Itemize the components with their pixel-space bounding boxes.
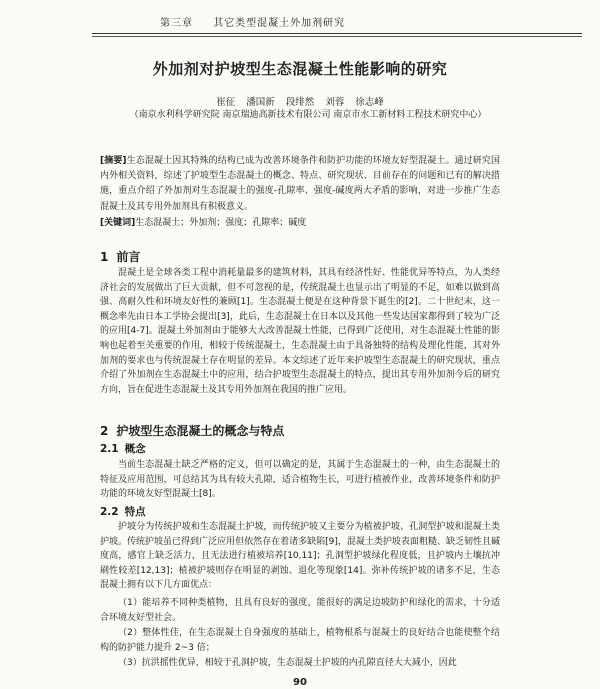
header-rule-thin: [92, 36, 582, 37]
subsection-heading-2-2: [100, 504, 146, 519]
section-number: 1: [100, 250, 109, 264]
keywords: [100, 216, 500, 230]
keywords-label: [关键词]: [100, 218, 136, 228]
paper-title: 外加剂对护坡型生态混凝土性能影响的研究: [152, 60, 448, 78]
section-heading-2: [100, 422, 284, 439]
paragraph-intro: 混凝土是全球各类工程中消耗量最多的建筑材料，其具有经济性好、性能优异等特点，为人类经济社会的发展做出了巨大贡献，但不可忽视的是，传统混凝土也显示出了明显的不足，如难以做到高强、高耐久性和环境友好性的兼顾[1]。生态混凝土便是在这种背景下诞生的[2]。二十世纪末，这一概念率先由日本工学协会提出[3]，此后，生态混凝土在日本以及其他一些发达国家都得到了较为广泛的应用[4-7]。混凝土外加剂由于能够大大改善混凝土性能，已得到广泛使用，对生态混凝土性能的影响也起着至关重要的作用，相较于传统混凝土，生态混凝土由于具备独特的结构及理化性能，其对外加剂的要求也与传统混凝土存在明显的差异。本文综述了近年来护坡型生态混凝土的研究现状，重点介绍了外加剂在生态混凝土中的应用，结合护坡型生态混凝土的特点，提出其专用外加剂今后的研究方向，旨在促进生态混凝土及其专用外加剂在我国的推广应用。: [100, 268, 500, 395]
chapter-title: 其它类型混凝土外加剂研究: [213, 18, 346, 29]
section-number: 2: [100, 424, 109, 438]
section-title: 前言: [116, 250, 141, 264]
subsection-number: 2.2: [100, 506, 119, 518]
chapter-label: 第三章: [160, 18, 193, 29]
list-item: （3）抗洪摇性优异，相较于孔洞护坡，生态混凝土护坡的内孔隙直径大大减小，因此: [118, 658, 457, 668]
subsection-title: 概念: [124, 443, 146, 455]
section-title: 护坡型生态混凝土的概念与特点: [116, 424, 285, 438]
section-heading-1: [100, 248, 140, 265]
list-item: （2）整体性佳，在生态混凝土自身强度的基础上，植物根系与混凝土的良好结合也能使整个结构的防护能力提升 2~3 倍；: [100, 628, 500, 653]
abstract-label: [摘要]: [100, 156, 127, 166]
abstract-text: 生态混凝土因其特殊的结构已成为改善环境条件和防护功能的环境友好型混凝土。通过研究国内外相关资料，综述了护坡型生态混凝土的概念、特点、研究现状、目前存在的问题和已有的解决措施，重点介绍了外加剂对生态混凝土的强度-孔隙率、强度-碱度两大矛盾的影响，对进一步推广生态混凝土及其专用外加剂具有积极意义。: [100, 156, 500, 212]
subsection-title: 特点: [124, 506, 146, 518]
paragraph-concept: 当前生态混凝土缺乏严格的定义，但可以确定的是，其属于生态混凝土的一种，由生态混凝土的特征及应用范围，可总结其为具有较大孔隙，适合植物生长，可进行植被作业，改善环境条件和防护功能的环境友好型混凝土[8]。: [100, 460, 500, 500]
abstract: [100, 154, 500, 215]
paragraph-features: 护坡分为传统护坡和生态混凝土护坡，而传统护坡又主要分为植被护坡、孔洞型护坡和混凝土类护坡。传统护坡虽已得到广泛应用但依然存在着诸多缺陷[9]，混凝土类护坡表面粗糙、缺乏韧性且碱度高，感官上缺乏活力，且无法进行植被培养[10,11]；孔洞型护坡绿化程度低，且护坡内土壤抗冲刷性较差[12,13]；植被护坡则存在明显的剥蚀、退化等现象[14]。弥补传统护坡的诸多不足，生态混凝土拥有以下几方面优点：: [100, 522, 500, 591]
subsection-heading-2-1: [100, 441, 146, 456]
list-item: （1）能培养不同种类植物，且具有良好的强度，能很好的满足边坡防护和绿化的需求，十分适合环境友好型社会。: [100, 598, 500, 623]
running-header: [160, 14, 480, 29]
keywords-text: 生态混凝土；外加剂；强度；孔隙率；碱度: [135, 218, 307, 228]
subsection-number: 2.1: [100, 443, 119, 455]
paper-affiliation: （南京水利科学研究院 南京瑞迪高新技术有限公司 南京市水工新材料工程技术研究中心）: [129, 110, 487, 120]
paper-authors: 崔征 潘国新 段绯然 刘蓉 徐志峰: [216, 97, 384, 108]
page-number: 90: [293, 677, 307, 688]
header-rule: [92, 33, 582, 34]
